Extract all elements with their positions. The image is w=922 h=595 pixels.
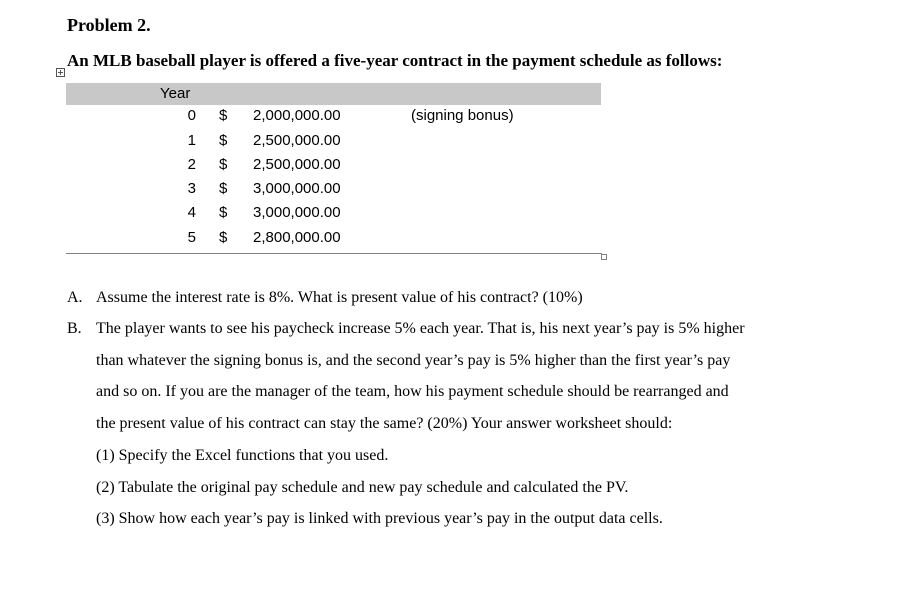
question-b-line: The player wants to see his paycheck increase 5% each year. That is, his next year’s pay is 5% higher	[96, 320, 745, 337]
note-cell: (signing bonus)	[411, 107, 514, 124]
amount-cell: 3,000,000.00	[253, 204, 341, 221]
amount-cell: 2,000,000.00	[253, 107, 341, 124]
year-column-header: Year	[160, 85, 191, 102]
problem-statement: An MLB baseball player is offered a five-year contract in the payment schedule as follows:	[67, 51, 723, 70]
year-cell: 4	[187, 204, 196, 221]
question-b-label: B.	[67, 320, 82, 337]
question-b-subitem-2: (2) Tabulate the original pay schedule and new pay schedule and calculated the PV.	[96, 479, 629, 496]
amount-cell: 2,500,000.00	[253, 132, 341, 149]
year-cell: 1	[187, 132, 196, 149]
question-b-line: and so on. If you are the manager of the team, how his payment schedule should be rearranged and	[96, 383, 729, 400]
currency-cell: $	[219, 132, 228, 149]
year-cell: 0	[187, 107, 196, 124]
table-header-band	[66, 83, 601, 105]
question-b-subitem-3: (3) Show how each year’s pay is linked with previous year’s pay in the output data cells.	[96, 510, 663, 527]
amount-cell: 2,800,000.00	[253, 229, 341, 246]
question-a-text: Assume the interest rate is 8%. What is present value of his contract? (10%)	[96, 289, 583, 306]
question-a-label: A.	[67, 289, 83, 306]
table-resize-handle-icon[interactable]	[601, 254, 607, 260]
currency-cell: $	[219, 180, 228, 197]
amount-cell: 2,500,000.00	[253, 156, 341, 173]
question-b-line: than whatever the signing bonus is, and the second year’s pay is 5% higher than the first year’s pay	[96, 352, 731, 369]
currency-cell: $	[219, 156, 228, 173]
problem-title: Problem 2.	[67, 15, 151, 35]
table-move-handle-icon[interactable]	[56, 68, 65, 77]
currency-cell: $	[219, 204, 228, 221]
year-cell: 3	[187, 180, 196, 197]
currency-cell: $	[219, 107, 228, 124]
table-bottom-rule	[66, 253, 602, 254]
currency-cell: $	[219, 229, 228, 246]
year-cell: 2	[187, 156, 196, 173]
year-cell: 5	[187, 229, 196, 246]
amount-cell: 3,000,000.00	[253, 180, 341, 197]
question-b-subitem-1: (1) Specify the Excel functions that you used.	[96, 447, 389, 464]
question-b-line: the present value of his contract can stay the same? (20%) Your answer worksheet should:	[96, 415, 673, 432]
